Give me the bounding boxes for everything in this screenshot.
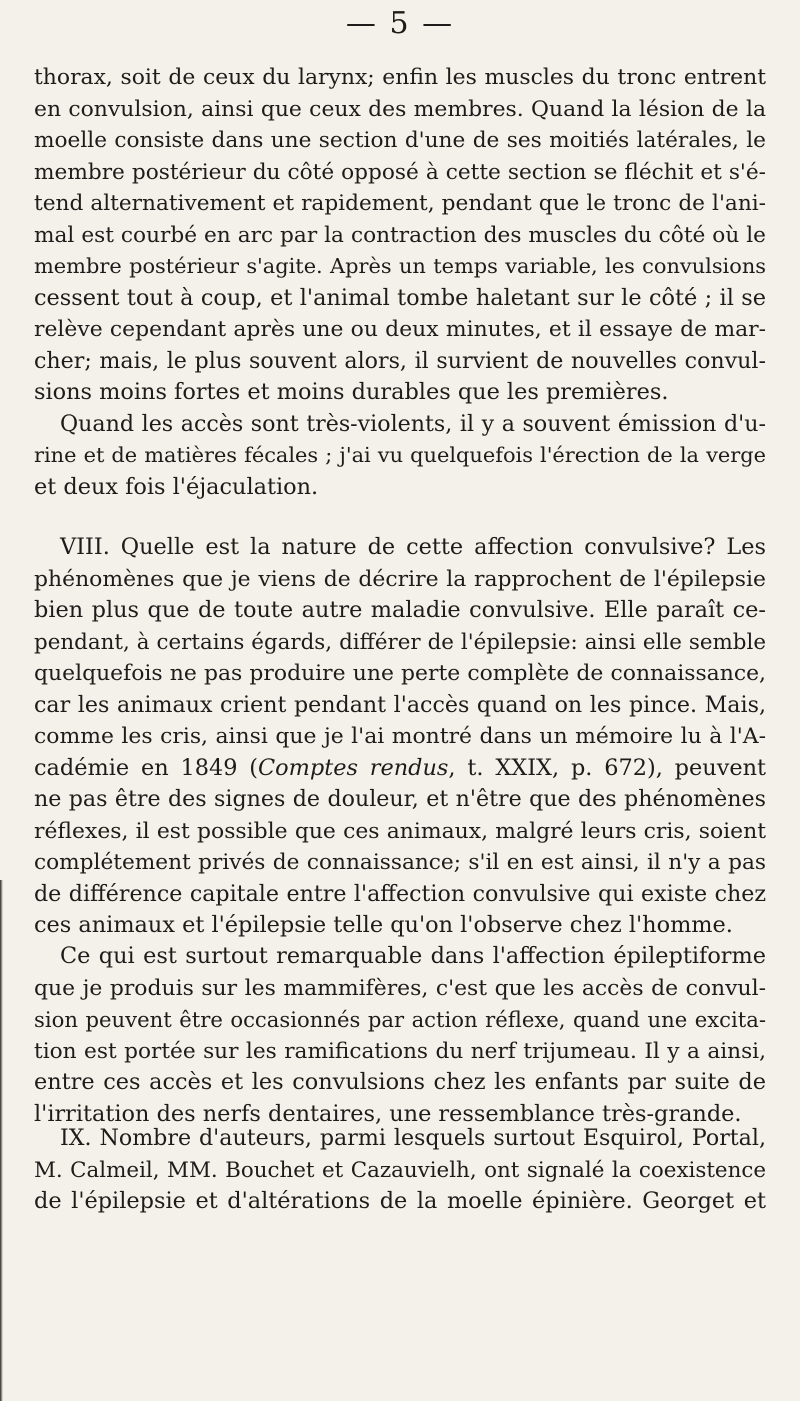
text-line: ces animaux et l'épilepsie telle qu'on l'observe chez l'homme. (34, 912, 733, 938)
section-viii (34, 532, 766, 942)
paragraph-epileptiforme (34, 941, 766, 1130)
text-line: bien plus que de toute autre maladie convulsive. Elle paraît ce- (34, 597, 766, 623)
text-line: car les animaux crient pendant l'accès quand on les pince. Mais, (34, 691, 766, 718)
text-line: Quand les accès sont très-violents, il y a souvent émission d'u- (60, 410, 766, 437)
paragraph-acces-violents (34, 409, 766, 504)
text-line: cessent tout à coup, et l'animal tombe haletant sur le côté ; il se (34, 284, 766, 311)
text-line: membre postérieur du côté opposé à cette section se fléchit et s'é- (34, 159, 766, 185)
text-line: sions moins fortes et moins durables que les premières. (34, 379, 669, 405)
text-line: pendant, à certains égards, différer de l'épilepsie: ainsi elle semble (34, 629, 766, 655)
scan-shadow-edge (0, 880, 3, 1401)
citation-line: cadémie en 1849 (Comptes rendus, t. XXIX, p. 672), peuvent (34, 754, 767, 781)
text-line: Ce qui est surtout remarquable dans l'affection épileptiforme (60, 943, 766, 969)
text-line: réflexes, il est possible que ces animaux, malgré leurs cris, soient (34, 818, 766, 844)
text-line: cher; mais, le plus souvent alors, il survient de nouvelles convul- (34, 347, 766, 374)
text-line: l'irritation des nerfs dentaires, une ressemblance très-grande. (34, 1100, 742, 1127)
text-line: rine et de matières fécales ; j'ai vu quelquefois l'érection de la verge (34, 443, 766, 467)
text-line: complétement privés de connaissance; s'il en est ainsi, il n'y a pas (34, 850, 766, 875)
text-line: entre ces accès et les convulsions chez les enfants par suite de (34, 1069, 766, 1095)
text-line: de l'épilepsie et d'altérations de la moelle épinière. Georget et (34, 1188, 766, 1214)
section-ix (34, 1123, 766, 1218)
text-line: en convulsion, ainsi que ceux des membres. Quand la lésion de la (34, 96, 766, 122)
text-line: mal est courbé en arc par la contraction des muscles du côté où le (34, 222, 766, 248)
text-line: et deux fois l'éjaculation. (34, 473, 319, 500)
text-line: ne pas être des signes de douleur, et n'être que des phénomènes (34, 786, 766, 812)
text-line: phénomènes que je viens de décrire la rapprochent de l'épilepsie (34, 566, 766, 592)
text-line: de différence capitale entre l'affection convulsive qui existe chez (34, 880, 766, 907)
text-line: sion peuvent être occasionnés par action réflexe, quand une excita- (34, 1007, 766, 1032)
text-line: relève cependant après une ou deux minutes, et il essaye de mar- (34, 317, 766, 342)
text-line: thorax, soit de ceux du larynx; enfin les muscles du tronc entrent (34, 65, 766, 90)
text-line: tend alternativement et rapidement, pendant que le tronc de l'ani- (34, 191, 766, 216)
section-heading-line: VIII. Quelle est la nature de cette affection convulsive? Les (60, 534, 766, 560)
text-line: moelle consiste dans une section d'une de ses moitiés latérales, le (34, 128, 766, 153)
section-heading-line: IX. Nombre d'auteurs, parmi lesquels surtout Esquirol, Portal, (60, 1125, 766, 1151)
text-line: comme les cris, ainsi que je l'ai montré dans un mémoire lu à l'A- (34, 724, 766, 749)
text-line: que je produis sur les mammifères, c'est que les accès de convul- (34, 975, 766, 1001)
text-line: M. Calmeil, MM. Bouchet et Cazauvielh, ont signalé la coexistence (34, 1157, 766, 1183)
text-line: quelquefois ne pas produire une perte complète de connaissance, (34, 661, 766, 686)
text-line: tion est portée sur les ramifications du nerf trijumeau. Il y a ainsi, (34, 1038, 766, 1064)
page-number: — 5 — (345, 6, 455, 41)
text-line: membre postérieur s'agite. Après un temps variable, les convulsions (34, 254, 766, 278)
paragraph-convulsions (34, 62, 766, 409)
journal-title: Comptes rendus (258, 754, 449, 781)
